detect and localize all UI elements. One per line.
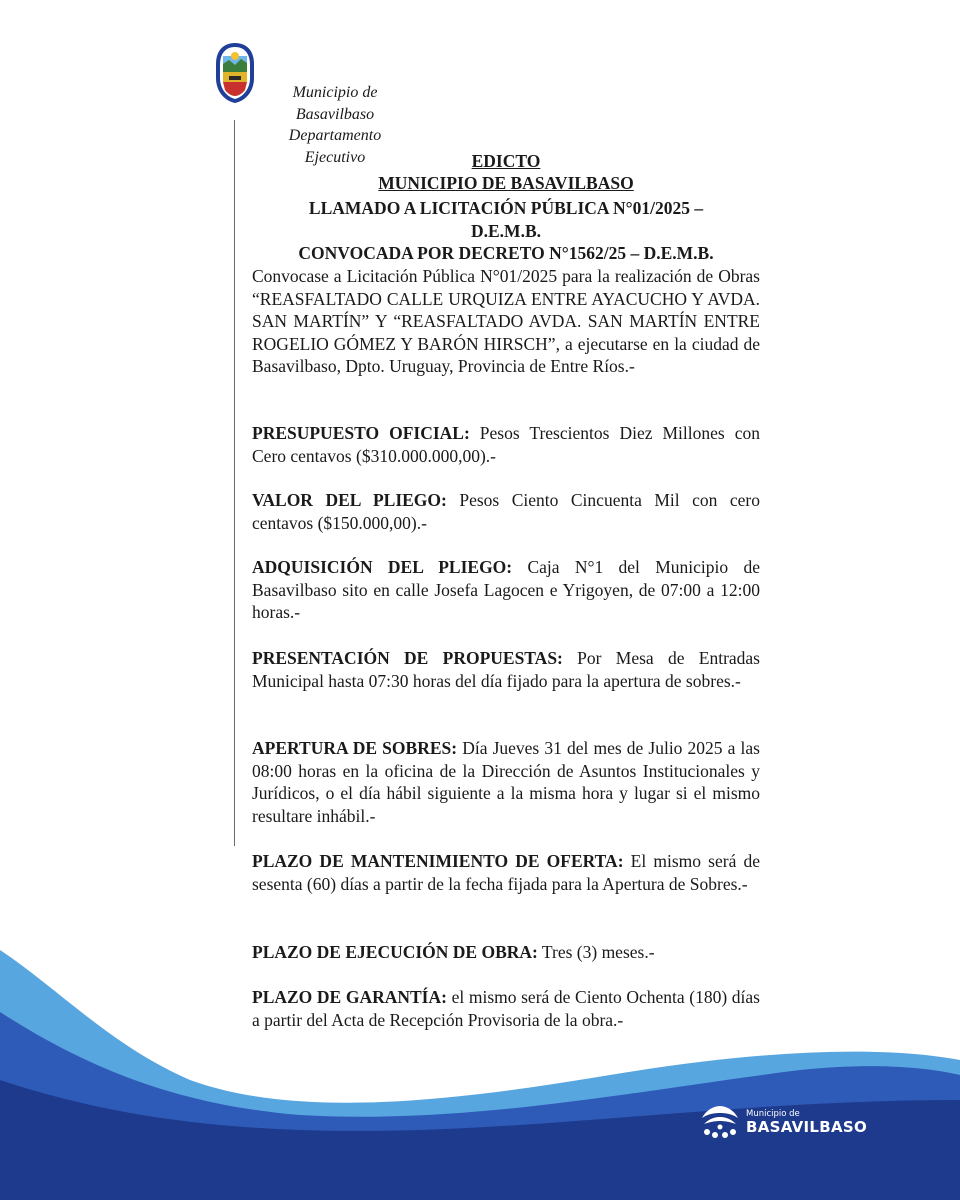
- basavilbaso-emblem-icon: [698, 1104, 742, 1142]
- section-label: VALOR DEL PLIEGO:: [252, 490, 447, 510]
- section-label: PLAZO DE MANTENIMIENTO DE OFERTA:: [252, 851, 624, 871]
- section-label: APERTURA DE SOBRES:: [252, 738, 458, 758]
- edict-intro: Convocase a Licitación Pública N°01/2025 para la realización de Obras “REASFALTADO CALLE URQUIZA ENTRE AYACUCHO Y AVDA. SAN MARTÍN” Y “REASFALTADO AVDA. SAN MARTÍN ENTRE ROGELIO GÓMEZ Y BARÓN HIRSCH”, a ejecutarse en la ciudad de Basavilbaso, Dpto. Uruguay, Provincia de Entre Ríos.-: [252, 266, 760, 376]
- section-text: el mismo será de Ciento Ochenta (180) días a partir del Acta de Recepción Provisoria de la obra.-: [252, 987, 760, 1030]
- section-mantenimiento: [252, 850, 760, 895]
- section-text: Pesos Trescientos Diez Millones con Cero centavos ($310.000.000,00).-: [252, 423, 760, 466]
- section-label: ADQUISICIÓN DEL PLIEGO:: [252, 557, 513, 577]
- section-presupuesto: [252, 422, 760, 467]
- section-label: PLAZO DE GARANTÍA:: [252, 987, 447, 1007]
- section-valor-pliego: [252, 489, 760, 534]
- edict-title: EDICTO: [471, 151, 541, 171]
- footer-waves: [0, 950, 960, 1200]
- section-adquisicion: [252, 556, 760, 624]
- section-text: Caja N°1 del Municipio de Basavilbaso sito en calle Josefa Lagocen e Yrigoyen, de 07:00 a 12:00 horas.-: [252, 557, 760, 622]
- section-presentacion: [252, 647, 760, 692]
- margin-rule: [234, 120, 235, 846]
- section-text: Día Jueves 31 del mes de Julio 2025 a las 08:00 horas en la oficina de la Dirección de Asuntos Institucionales y Jurídicos, o el día hábil siguiente a la misma hora y lugar si el mismo resultare inhábil.-: [252, 738, 760, 826]
- edict-decree: CONVOCADA POR DECRETO N°1562/25 – D.E.M.B.: [298, 243, 714, 263]
- municipal-coat-of-arms-icon: [215, 42, 255, 104]
- section-text: Por Mesa de Entradas Municipal hasta 07:30 horas del día fijado para la apertura de sobres.-: [252, 648, 760, 691]
- footer-logo-name: BASAVILBASO: [746, 1118, 868, 1136]
- org-line: Municipio de: [292, 84, 378, 101]
- org-line: Ejecutivo: [304, 148, 366, 166]
- org-line: Departamento: [288, 127, 382, 144]
- section-label: PRESENTACIÓN DE PROPUESTAS:: [252, 648, 563, 668]
- section-apertura: [252, 737, 760, 827]
- section-label: PRESUPUESTO OFICIAL:: [252, 423, 470, 443]
- section-label: PLAZO DE EJECUCIÓN DE OBRA:: [252, 942, 538, 962]
- section-text: El mismo será de sesenta (60) días a partir de la fecha fijada para la Apertura de Sobres.-: [252, 851, 761, 894]
- section-text: Tres (3) meses.-: [537, 942, 655, 962]
- edict-call-line2: D.E.M.B.: [471, 221, 541, 241]
- org-line: Basavilbaso: [295, 105, 375, 123]
- section-text: Pesos Ciento Cincuenta Mil con cero centavos ($150.000,00).-: [252, 490, 760, 533]
- footer-logo: [746, 1110, 867, 1136]
- footer-logo-small: Municipio de: [746, 1109, 800, 1119]
- edict-call-line1: LLAMADO A LICITACIÓN PÚBLICA N°01/2025 –: [308, 198, 704, 218]
- edict-municipality: MUNICIPIO DE BASAVILBASO: [378, 173, 634, 193]
